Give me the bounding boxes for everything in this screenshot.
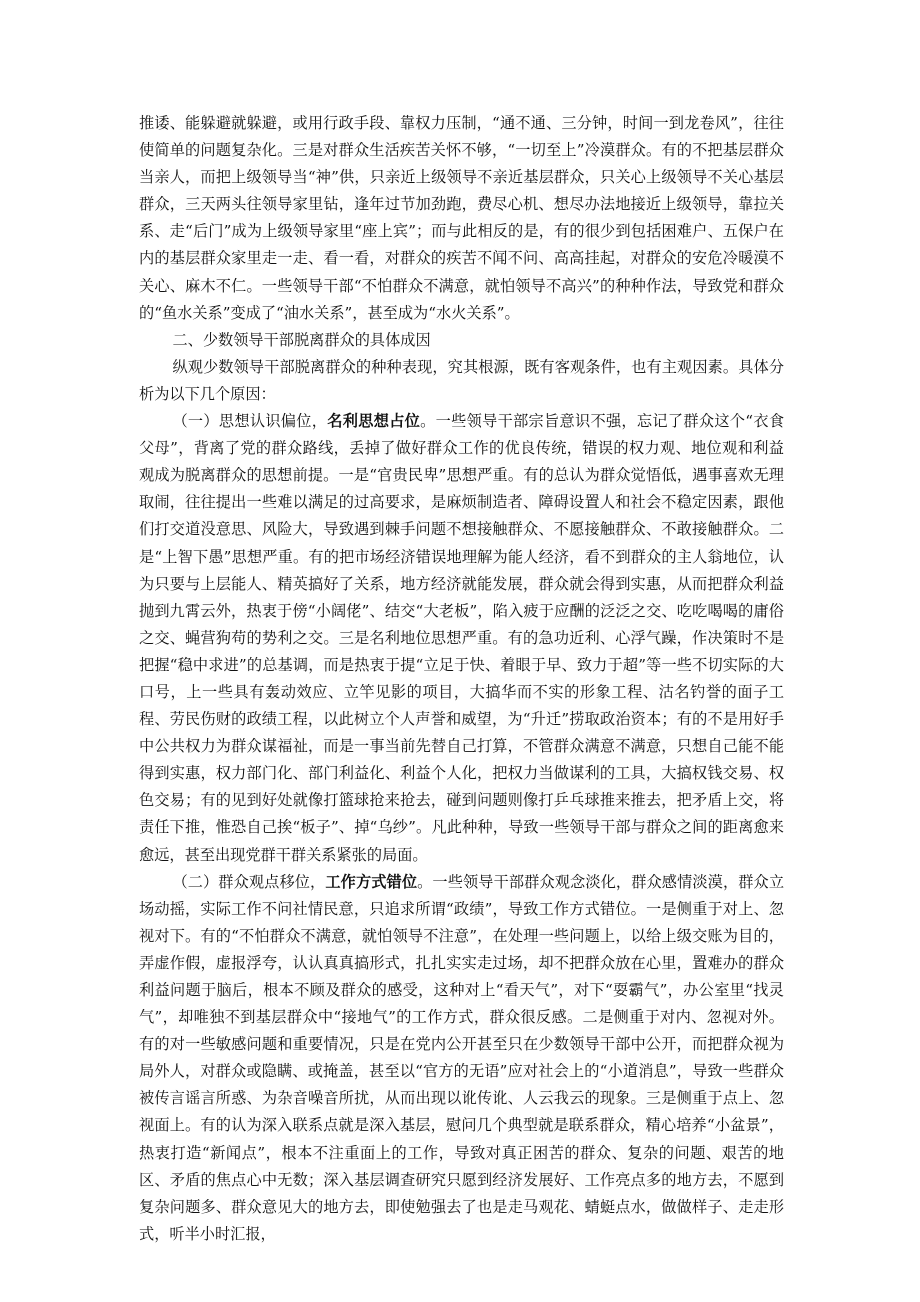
paragraph-lead-bold: 工作方式错位 bbox=[325, 872, 418, 891]
paragraph-intro-continuation bbox=[139, 110, 784, 327]
paragraph-lead: （一）思想认识偏位， bbox=[172, 412, 328, 431]
section-heading-causes bbox=[139, 327, 784, 354]
paragraph-lead: （二）群众观点移位， bbox=[172, 872, 326, 891]
paragraph-text: 。一些领导干部群众观念淡化，群众感情淡漠，群众立场动摇，实际工作不问社情民意，只追求所谓“政绩”，导致工作方式错位。一是侧重于对上、忽视对下。有的“不怕群众不满意，就怕领导不注意”，在处理一些问题上，以给上级交账为目的，弄虚作假，虚报浮夸，认认真真搞形式，扎扎实实走过场，却不把群众放在心里，置难办的群众利益问题于脑后，根本不顾及群众的感受，这种对上“看天气”，对下“耍霸气”，办公室里“找灵气”，却唯独不到基层群众中“接地气”的工作方式，群众很反感。二是侧重于对内、忽视对外。有的对一些敏感问题和重要情况，只是在党内公开甚至只在少数领导干部中公开，而把群众视为局外人，对群众或隐瞒、或掩盖，甚至以“官方的无语”应对社会上的“小道消息”，导致一些群众被传言谣言所惑、为杂音噪音所扰，从而出现以讹传讹、人云我云的现象。三是侧重于点上、忽视面上。有的认为深入联系点就是深入基层，慰问几个典型就是联系群众，精心培养“小盆景”，热衷打造“新闻点”，根本不注重面上的工作，导致对真正困苦的群众、复杂的问题、艰苦的地区、矛盾的焦点心中无数；深入基层调查研究只愿到经济发展好、工作亮点多的地方去，不愿到复杂问题多、群众意见大的地方去，即使勉强去了也是走马观花、蜻蜓点水，做做样子、走走形式，听半小时汇报， bbox=[139, 872, 785, 1243]
section-heading-text: 二、少数领导干部脱离群众的具体成因 bbox=[172, 330, 431, 349]
paragraph-text: 纵观少数领导干部脱离群众的种种表现，究其根源，既有客观条件，也有主观因素。具体分析为以下几个原因： bbox=[139, 357, 784, 403]
paragraph-lead-bold: 名利思想占位 bbox=[327, 412, 421, 431]
paragraph-text: 。一些领导干部宗旨意识不强，忘记了群众这个“衣食父母”，背离了党的群众路线，丢掉了做好群众工作的优良传统，错误的权力观、地位观和利益观成为脱离群众的思想前提。一是“官贵民卑”思想严重。有的总认为群众觉悟低，遇事喜欢无理取闹，往往提出一些难以满足的过高要求，是麻烦制造者、障碍设置人和社会不稳定因素，跟他们打交道没意思、风险大，导致遇到棘手问题不想接触群众、不愿接触群众、不敢接触群众。二是“上智下愚”思想严重。有的把市场经济错误地理解为能人经济，看不到群众的主人翁地位，认为只要与上层能人、精英搞好了关系，地方经济就能发展，群众就会得到实惠，从而把群众利益抛到九霄云外，热衷于傍“小阔佬”、结交“大老板”，陷入疲于应酬的泛泛之交、吃吃喝喝的庸俗之交、蝇营狗苟的势利之交。三是名利地位思想严重。有的急功近利、心浮气躁，作决策时不是把握“稳中求进”的总基调，而是热衷于提“立足于快、着眼于早、致力于超”等一些不切实际的大口号，上一些具有轰动效应、立竿见影的项目，大搞华而不实的形象工程、沽名钓誉的面子工程、劳民伤财的政绩工程，以此树立个人声誉和威望，为“升迁”捞取政治资本；有的不是用好手中公共权力为群众谋福祉，而是一事当前先替自己打算，不管群众满意不满意，只想自己能不能得到实惠，权力部门化、部门利益化、利益个人化，把权力当做谋利的工具，大搞权钱交易、权色交易；有的见到好处就像打篮球抢来抢去，碰到问题则像打乒乓球推来推去，把矛盾上交，将责任下推，惟恐自己挨“板子”、掉“乌纱”。凡此种种，导致一些领导干部与群众之间的距离愈来愈远，甚至出现党群干群关系紧张的局面。 bbox=[139, 412, 785, 864]
paragraph-text: 推诿、能躲避就躲避，或用行政手段、靠权力压制，“通不通、三分钟，时间一到龙卷风”，往往使简单的问题复杂化。三是对群众生活疾苦关怀不够，“一切至上”冷漠群众。有的不把基层群众当亲人，而把上级领导当“神”供，只亲近上级领导不亲近基层群众，只关心上级领导不关心基层群众，三天两头往领导家里钻，逢年过节加劲跑，费尽心机、想尽办法地接近上级领导，靠拉关系、走“后门”成为上级领导家里“座上宾”；而与此相反的是，有的很少到包括困难户、五保户在内的基层群众家里走一走、看一看，对群众的疾苦不闻不问、高高挂起，对群众的安危冷暖漠不关心、麻木不仁。一些领导干部“不怕群众不满意，就怕领导不高兴”的种种作法，导致党和群众的“鱼水关系”变成了“油水关系”，甚至成为“水火关系”。 bbox=[139, 114, 784, 322]
paragraph-overview bbox=[139, 354, 784, 408]
paragraph-cause-one bbox=[139, 408, 784, 869]
paragraph-cause-two bbox=[139, 869, 784, 1248]
